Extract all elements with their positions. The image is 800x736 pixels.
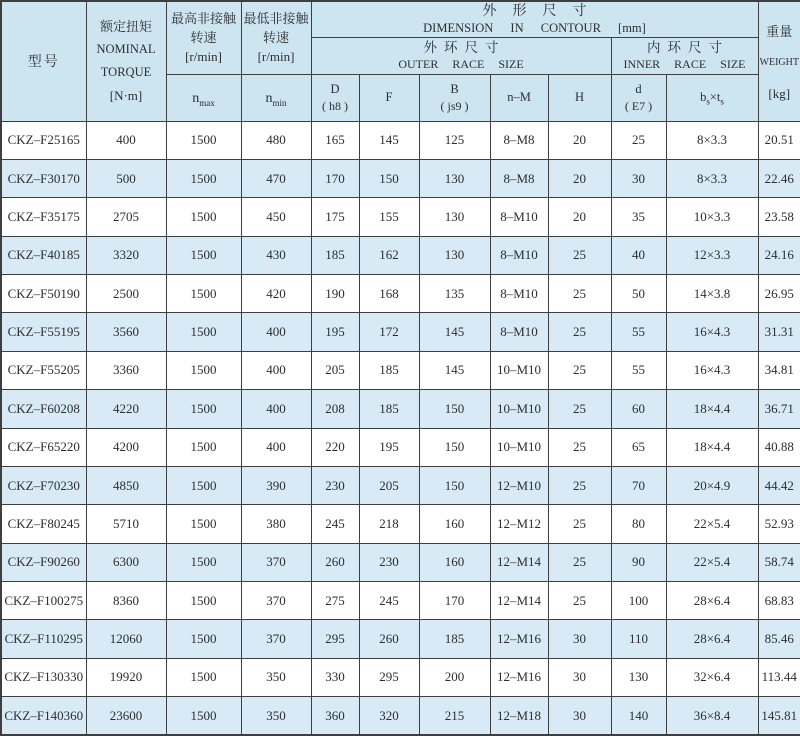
cell-weight: 145.81	[758, 697, 800, 735]
cell-model: CKZ–F60208	[1, 390, 86, 428]
col-D-tolerance: ( h8 )	[322, 98, 348, 113]
cell-nM: 12–M12	[490, 505, 548, 543]
header-nominal-torque	[86, 1, 166, 121]
cell-weight: 20.51	[758, 121, 800, 159]
cell-nmax: 1500	[166, 582, 241, 620]
col-B-tolerance: ( js9 )	[440, 98, 469, 113]
cell-model: CKZ–F25165	[1, 121, 86, 159]
cell-nmax: 1500	[166, 543, 241, 581]
cell-weight: 52.93	[758, 505, 800, 543]
cell-B: 160	[419, 543, 490, 581]
cell-bxt: 12×3.3	[666, 236, 758, 274]
cell-bxt: 10×3.3	[666, 198, 758, 236]
cell-B: 135	[419, 275, 490, 313]
cell-nmin: 400	[241, 390, 311, 428]
header-col-F: F	[359, 74, 419, 121]
cell-weight: 36.71	[758, 390, 800, 428]
nmin-cn-label-2: 转速	[262, 30, 289, 46]
cell-nmax: 1500	[166, 159, 241, 197]
header-weight	[758, 1, 800, 121]
table-row	[1, 198, 800, 236]
bxt-b-symbol: b	[700, 90, 707, 104]
cell-torque: 3320	[86, 236, 166, 274]
header-col-B	[419, 74, 490, 121]
header-nmax-symbol	[166, 74, 241, 121]
cell-nmin: 430	[241, 236, 311, 274]
table-row	[1, 658, 800, 696]
table-row	[1, 121, 800, 159]
cell-weight: 68.83	[758, 582, 800, 620]
cell-bxt: 36×8.4	[666, 697, 758, 735]
cell-d: 70	[611, 466, 666, 504]
header-model: 型号	[1, 1, 86, 121]
cell-B: 150	[419, 428, 490, 466]
table-row	[1, 236, 800, 274]
cell-weight: 58.74	[758, 543, 800, 581]
cell-bxt: 8×3.3	[666, 121, 758, 159]
col-D-symbol: D	[330, 81, 340, 96]
cell-model: CKZ–F35175	[1, 198, 86, 236]
cell-weight: 31.31	[758, 313, 800, 351]
table-row	[1, 390, 800, 428]
cell-H: 25	[548, 543, 611, 581]
cell-torque: 4220	[86, 390, 166, 428]
cell-nmax: 1500	[166, 658, 241, 696]
cell-D: 165	[311, 121, 359, 159]
cell-D: 185	[311, 236, 359, 274]
cell-B: 145	[419, 313, 490, 351]
cell-bxt: 28×6.4	[666, 582, 758, 620]
cell-nmax: 1500	[166, 198, 241, 236]
cell-B: 200	[419, 658, 490, 696]
cell-weight: 34.81	[758, 351, 800, 389]
cell-model: CKZ–F55205	[1, 351, 86, 389]
cell-D: 190	[311, 275, 359, 313]
cell-torque: 8360	[86, 582, 166, 620]
cell-nmin: 480	[241, 121, 311, 159]
outer-race-en-label: OUTER RACE SIZE	[398, 57, 524, 71]
cell-nM: 8–M10	[490, 275, 548, 313]
nmax-cn-label-1: 最高非接触	[170, 11, 236, 27]
cell-nmin: 450	[241, 198, 311, 236]
cell-d: 90	[611, 543, 666, 581]
table-header	[1, 1, 800, 121]
cell-B: 130	[419, 236, 490, 274]
cell-B: 130	[419, 159, 490, 197]
cell-d: 65	[611, 428, 666, 466]
cell-D: 170	[311, 159, 359, 197]
header-col-d	[611, 74, 666, 121]
nmax-symbol: n	[192, 90, 200, 106]
cell-nM: 10–M10	[490, 390, 548, 428]
cell-H: 30	[548, 620, 611, 658]
cell-D: 360	[311, 697, 359, 735]
table-row	[1, 582, 800, 620]
cell-nM: 12–M14	[490, 543, 548, 581]
cell-nM: 8–M8	[490, 159, 548, 197]
cell-H: 20	[548, 159, 611, 197]
cell-model: CKZ–F65220	[1, 428, 86, 466]
cell-model: CKZ–F80245	[1, 505, 86, 543]
cell-nmax: 1500	[166, 505, 241, 543]
cell-H: 25	[548, 466, 611, 504]
cell-d: 130	[611, 658, 666, 696]
cell-model: CKZ–F130330	[1, 658, 86, 696]
cell-F: 218	[359, 505, 419, 543]
cell-H: 25	[548, 275, 611, 313]
cell-nmin: 350	[241, 658, 311, 696]
cell-nmin: 400	[241, 428, 311, 466]
header-dimension-group	[311, 1, 758, 37]
table-row	[1, 313, 800, 351]
header-col-nM: n–M	[490, 74, 548, 121]
cell-bxt: 28×6.4	[666, 620, 758, 658]
cell-nmin: 400	[241, 313, 311, 351]
cell-d: 60	[611, 390, 666, 428]
nmin-subscript: min	[272, 97, 287, 108]
cell-d: 30	[611, 159, 666, 197]
cell-nmin: 380	[241, 505, 311, 543]
cell-model: CKZ–F30170	[1, 159, 86, 197]
cell-nM: 12–M14	[490, 582, 548, 620]
nmin-symbol: n	[265, 90, 273, 106]
table-body	[1, 121, 800, 735]
cell-bxt: 18×4.4	[666, 428, 758, 466]
cell-H: 30	[548, 658, 611, 696]
cell-d: 50	[611, 275, 666, 313]
cell-torque: 400	[86, 121, 166, 159]
cell-F: 205	[359, 466, 419, 504]
inner-race-cn-label: 内环尺寸	[647, 40, 729, 55]
cell-B: 150	[419, 390, 490, 428]
nmax-cn-label-2: 转速	[190, 30, 217, 46]
cell-torque: 4850	[86, 466, 166, 504]
cell-weight: 24.16	[758, 236, 800, 274]
cell-F: 320	[359, 697, 419, 735]
torque-unit-label: [N·m]	[109, 88, 143, 104]
cell-H: 25	[548, 390, 611, 428]
cell-nmin: 370	[241, 543, 311, 581]
cell-F: 245	[359, 582, 419, 620]
cell-D: 245	[311, 505, 359, 543]
cell-model: CKZ–F40185	[1, 236, 86, 274]
cell-d: 100	[611, 582, 666, 620]
cell-nmin: 370	[241, 620, 311, 658]
inner-race-en-label: INNER RACE SIZE	[623, 57, 746, 71]
bxt-t-symbol: t	[716, 90, 721, 104]
cell-nmin: 390	[241, 466, 311, 504]
cell-d: 35	[611, 198, 666, 236]
cell-nmax: 1500	[166, 428, 241, 466]
cell-bxt: 20×4.9	[666, 466, 758, 504]
col-d-symbol: d	[635, 81, 642, 96]
cell-torque: 3560	[86, 313, 166, 351]
nmin-cn-label-1: 最低非接触	[243, 11, 309, 27]
cell-B: 170	[419, 582, 490, 620]
cell-weight: 23.58	[758, 198, 800, 236]
header-col-bxt	[666, 74, 758, 121]
cell-bxt: 18×4.4	[666, 390, 758, 428]
cell-F: 168	[359, 275, 419, 313]
weight-unit-label: [kg]	[768, 85, 791, 101]
cell-D: 208	[311, 390, 359, 428]
cell-H: 25	[548, 428, 611, 466]
cell-weight: 85.46	[758, 620, 800, 658]
cell-nM: 12–M16	[490, 620, 548, 658]
cell-nmax: 1500	[166, 466, 241, 504]
cell-d: 140	[611, 697, 666, 735]
nmax-subscript: max	[199, 97, 215, 108]
cell-D: 275	[311, 582, 359, 620]
cell-bxt: 16×4.3	[666, 313, 758, 351]
cell-F: 145	[359, 121, 419, 159]
cell-F: 155	[359, 198, 419, 236]
cell-D: 220	[311, 428, 359, 466]
cell-B: 125	[419, 121, 490, 159]
cell-D: 195	[311, 313, 359, 351]
cell-nM: 8–M10	[490, 198, 548, 236]
cell-torque: 2705	[86, 198, 166, 236]
cell-d: 110	[611, 620, 666, 658]
cell-torque: 4200	[86, 428, 166, 466]
cell-nmax: 1500	[166, 236, 241, 274]
cell-D: 230	[311, 466, 359, 504]
cell-nM: 8–M10	[490, 313, 548, 351]
cell-nmax: 1500	[166, 620, 241, 658]
cell-H: 25	[548, 582, 611, 620]
cell-H: 30	[548, 697, 611, 735]
header-col-D	[311, 74, 359, 121]
header-max-speed	[166, 1, 241, 74]
cell-nmin: 470	[241, 159, 311, 197]
cell-B: 160	[419, 505, 490, 543]
cell-nM: 12–M10	[490, 466, 548, 504]
header-row-1	[1, 1, 800, 37]
cell-F: 162	[359, 236, 419, 274]
dimension-cn-label: 外形尺寸	[482, 3, 603, 19]
cell-D: 175	[311, 198, 359, 236]
cell-D: 205	[311, 351, 359, 389]
cell-nM: 8–M10	[490, 236, 548, 274]
weight-cn-label: 重量	[766, 23, 793, 39]
torque-en-label-1: NOMINAL	[96, 42, 156, 57]
cell-nM: 10–M10	[490, 428, 548, 466]
cell-torque: 6300	[86, 543, 166, 581]
header-min-speed	[241, 1, 311, 74]
cell-d: 25	[611, 121, 666, 159]
nmax-unit-label: [r/min]	[185, 49, 222, 65]
cell-torque: 23600	[86, 697, 166, 735]
cell-H: 25	[548, 351, 611, 389]
cell-torque: 2500	[86, 275, 166, 313]
cell-nmin: 400	[241, 351, 311, 389]
cell-nmax: 1500	[166, 313, 241, 351]
cell-torque: 5710	[86, 505, 166, 543]
bxt-b-subscript: s	[706, 96, 710, 107]
cell-model: CKZ–F100275	[1, 582, 86, 620]
table-row	[1, 505, 800, 543]
cell-bxt: 22×5.4	[666, 505, 758, 543]
cell-F: 185	[359, 390, 419, 428]
cell-model: CKZ–F140360	[1, 697, 86, 735]
cell-torque: 3360	[86, 351, 166, 389]
header-outer-race-group	[311, 37, 611, 74]
col-d-tolerance: ( E7 )	[624, 98, 653, 113]
table-row	[1, 428, 800, 466]
table-row	[1, 466, 800, 504]
torque-cn-label: 额定扭矩	[99, 19, 152, 35]
cell-d: 40	[611, 236, 666, 274]
cell-bxt: 8×3.3	[666, 159, 758, 197]
cell-bxt: 14×3.8	[666, 275, 758, 313]
cell-nmin: 420	[241, 275, 311, 313]
cell-model: CKZ–F55195	[1, 313, 86, 351]
cell-F: 172	[359, 313, 419, 351]
header-inner-race-group	[611, 37, 758, 74]
table-row	[1, 351, 800, 389]
table-row	[1, 620, 800, 658]
cell-model: CKZ–F70230	[1, 466, 86, 504]
cell-nmin: 350	[241, 697, 311, 735]
table-row	[1, 543, 800, 581]
cell-model: CKZ–F50190	[1, 275, 86, 313]
cell-H: 20	[548, 198, 611, 236]
outer-race-cn-label: 外环尺寸	[423, 40, 506, 55]
cell-nmax: 1500	[166, 351, 241, 389]
cell-H: 25	[548, 505, 611, 543]
cell-nmax: 1500	[166, 275, 241, 313]
table-row	[1, 159, 800, 197]
cell-d: 80	[611, 505, 666, 543]
bxt-t-subscript: s	[720, 96, 724, 107]
cell-torque: 12060	[86, 620, 166, 658]
cell-F: 230	[359, 543, 419, 581]
bxt-times-sign: ×	[709, 90, 717, 104]
cell-weight: 26.95	[758, 275, 800, 313]
cell-nmax: 1500	[166, 390, 241, 428]
cell-D: 295	[311, 620, 359, 658]
cell-weight: 113.44	[758, 658, 800, 696]
cell-H: 25	[548, 236, 611, 274]
cell-B: 150	[419, 466, 490, 504]
cell-weight: 22.46	[758, 159, 800, 197]
dimension-en-label: DIMENSION IN CONTOUR [mm]	[423, 20, 646, 35]
cell-nM: 10–M10	[490, 351, 548, 389]
header-col-H: H	[548, 74, 611, 121]
cell-nM: 12–M18	[490, 697, 548, 735]
cell-torque: 19920	[86, 658, 166, 696]
col-B-symbol: B	[450, 81, 459, 96]
cell-D: 260	[311, 543, 359, 581]
cell-D: 330	[311, 658, 359, 696]
cell-d: 55	[611, 351, 666, 389]
cell-F: 150	[359, 159, 419, 197]
table-row	[1, 697, 800, 735]
torque-en-label-2: TORQUE	[100, 65, 152, 80]
cell-weight: 44.42	[758, 466, 800, 504]
cell-F: 185	[359, 351, 419, 389]
cell-F: 195	[359, 428, 419, 466]
cell-B: 215	[419, 697, 490, 735]
cell-B: 130	[419, 198, 490, 236]
cell-nmin: 370	[241, 582, 311, 620]
nmin-unit-label: [r/min]	[257, 49, 295, 65]
cell-bxt: 16×4.3	[666, 351, 758, 389]
cell-nM: 8–M8	[490, 121, 548, 159]
cell-nM: 12–M16	[490, 658, 548, 696]
cell-B: 185	[419, 620, 490, 658]
cell-d: 55	[611, 313, 666, 351]
weight-en-label: WEIGHT	[759, 57, 799, 69]
table-row	[1, 275, 800, 313]
cell-B: 145	[419, 351, 490, 389]
cell-torque: 500	[86, 159, 166, 197]
cell-model: CKZ–F90260	[1, 543, 86, 581]
cell-H: 25	[548, 313, 611, 351]
cell-bxt: 22×5.4	[666, 543, 758, 581]
cell-model: CKZ–F110295	[1, 620, 86, 658]
cell-F: 295	[359, 658, 419, 696]
cell-nmax: 1500	[166, 697, 241, 735]
cell-F: 260	[359, 620, 419, 658]
cell-nmax: 1500	[166, 121, 241, 159]
cell-weight: 40.88	[758, 428, 800, 466]
header-nmin-symbol	[241, 74, 311, 121]
cell-bxt: 32×6.4	[666, 658, 758, 696]
cell-H: 20	[548, 121, 611, 159]
